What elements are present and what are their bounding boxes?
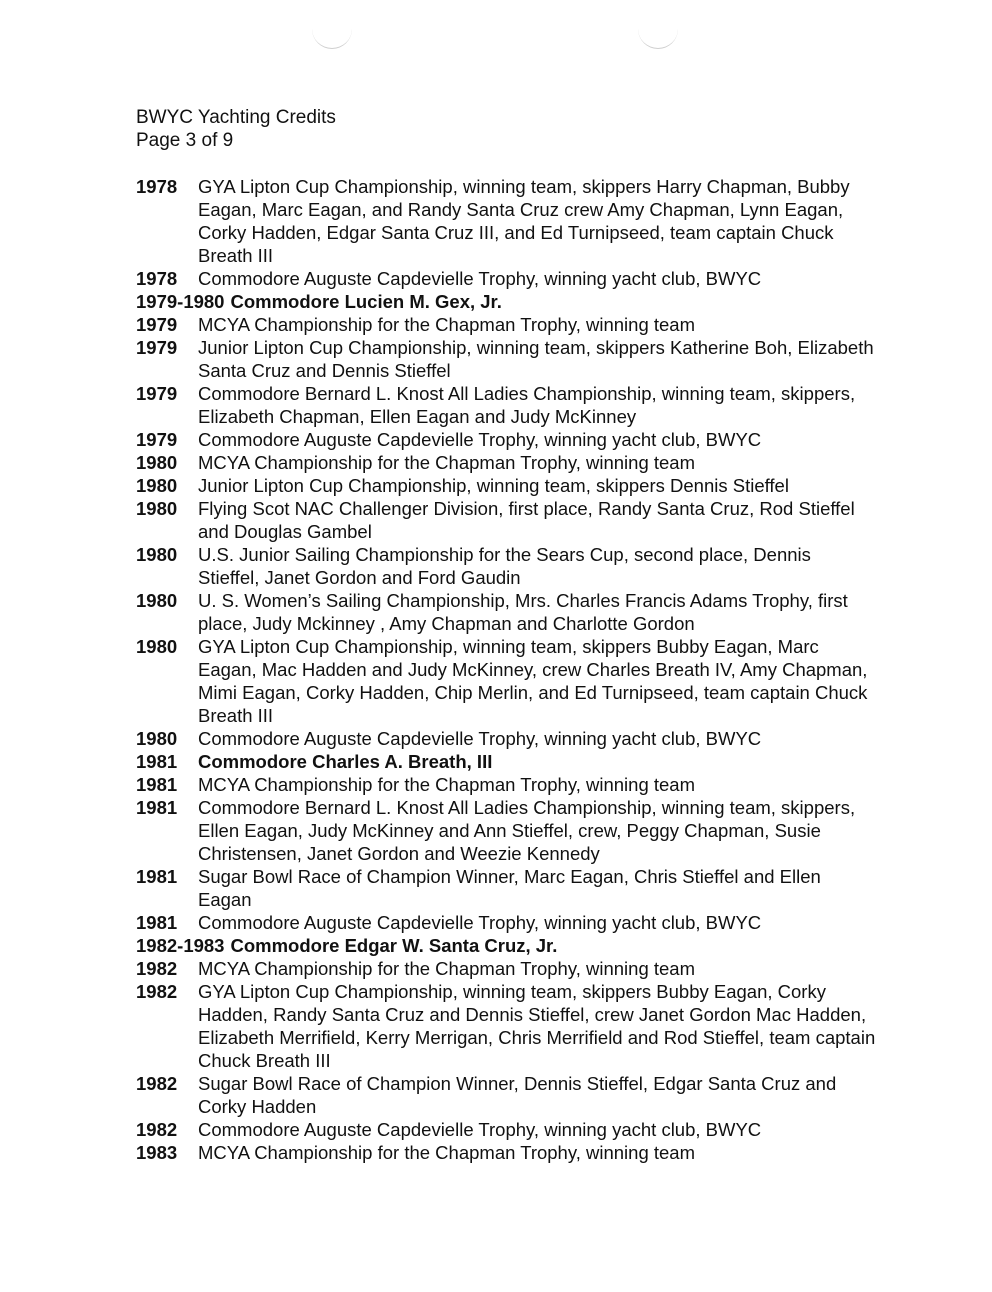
entry-text: Commodore Auguste Capdevielle Trophy, winning yacht club, BWYC [198, 1119, 762, 1140]
entry-text: Commodore Bernard L. Knost All Ladies Championship, winning team, skippers, Ellen Eagan, Judy McKinney and Ann Stieffel, crew, Peggy Chapman, Susie Christensen, Janet Gordon and Weezie Kennedy [198, 797, 856, 864]
entry-year: 1982 [136, 981, 178, 1002]
entry-text: Commodore Lucien M. Gex, Jr. [230, 291, 502, 312]
entry-year: 1979-1980 [136, 291, 225, 312]
entry-year: 1982 [136, 1073, 178, 1094]
entry-text: Commodore Auguste Capdevielle Trophy, winning yacht club, BWYC [198, 728, 762, 749]
credit-entry [136, 1118, 876, 1141]
credit-entry [136, 428, 876, 451]
credit-entry [136, 980, 876, 1072]
entry-year: 1980 [136, 475, 178, 496]
entry-year: 1979 [136, 429, 178, 450]
entry-text: Commodore Bernard L. Knost All Ladies Championship, winning team, skippers, Elizabeth Chapman, Ellen Eagan and Judy McKinney [198, 383, 856, 427]
credit-entry [136, 589, 876, 635]
entry-text: MCYA Championship for the Chapman Trophy, winning team [198, 774, 696, 795]
entry-year: 1981 [136, 797, 178, 818]
entry-text: Junior Lipton Cup Championship, winning team, skippers Katherine Boh, Elizabeth Santa Cruz and Dennis Stieffel [198, 337, 874, 381]
credit-entry [136, 1072, 876, 1118]
credit-entry [136, 497, 876, 543]
entry-text: Commodore Charles A. Breath, III [198, 751, 493, 772]
credit-entry [136, 313, 876, 336]
entry-text: Commodore Edgar W. Santa Cruz, Jr. [230, 935, 558, 956]
entry-text: Commodore Auguste Capdevielle Trophy, winning yacht club, BWYC [198, 268, 762, 289]
entry-year: 1983 [136, 1142, 178, 1163]
punch-hole-mark [312, 22, 352, 49]
entry-text: Commodore Auguste Capdevielle Trophy, winning yacht club, BWYC [198, 912, 762, 933]
credit-entry [136, 727, 876, 750]
entry-text: MCYA Championship for the Chapman Trophy, winning team [198, 452, 696, 473]
entry-year: 1979 [136, 383, 178, 404]
entry-text: Commodore Auguste Capdevielle Trophy, winning yacht club, BWYC [198, 429, 762, 450]
credit-entry [136, 957, 876, 980]
commodore-entry [136, 290, 876, 313]
entry-year: 1980 [136, 590, 178, 611]
entry-text: Sugar Bowl Race of Champion Winner, Dennis Stieffel, Edgar Santa Cruz and Corky Hadden [198, 1073, 837, 1117]
credit-entry [136, 336, 876, 382]
entry-text: Sugar Bowl Race of Champion Winner, Marc Eagan, Chris Stieffel and Ellen Eagan [198, 866, 821, 910]
entry-year: 1978 [136, 268, 178, 289]
credit-entry [136, 773, 876, 796]
entry-year: 1981 [136, 774, 178, 795]
entry-year: 1981 [136, 912, 178, 933]
entry-year: 1981 [136, 751, 178, 772]
document-title: BWYC Yachting Credits [136, 107, 336, 128]
entry-text: GYA Lipton Cup Championship, winning team, skippers Bubby Eagan, Corky Hadden, Randy Santa Cruz and Dennis Stieffel, crew Janet Gordon Mac Hadden, Elizabeth Merrifield, Kerry Merrigan, Chris Merrifield and Rod Stieffel, team captain Chuck Breath III [198, 981, 876, 1071]
credit-entry [136, 543, 876, 589]
credits-list [136, 175, 876, 1164]
entry-text: MCYA Championship for the Chapman Trophy, winning team [198, 314, 696, 335]
page-header [136, 106, 336, 152]
entry-year: 1980 [136, 636, 178, 657]
credit-entry [136, 796, 876, 865]
credit-entry [136, 911, 876, 934]
entry-year: 1982 [136, 958, 178, 979]
entry-text: MCYA Championship for the Chapman Trophy, winning team [198, 1142, 696, 1163]
credit-entry [136, 451, 876, 474]
credit-entry [136, 635, 876, 727]
credit-entry [136, 175, 876, 267]
entry-text: U.S. Junior Sailing Championship for the Sears Cup, second place, Dennis Stieffel, Janet Gordon and Ford Gaudin [198, 544, 811, 588]
credit-entry [136, 382, 876, 428]
entry-year: 1981 [136, 866, 178, 887]
entry-text: GYA Lipton Cup Championship, winning team, skippers Bubby Eagan, Marc Eagan, Mac Hadden and Judy McKinney, crew Charles Breath IV, Amy Chapman, Mimi Eagan, Corky Hadden, Chip Merlin, and Ed Turnipseed, team captain Chuck Breath III [198, 636, 868, 726]
entry-text: MCYA Championship for the Chapman Trophy, winning team [198, 958, 696, 979]
entry-text: Junior Lipton Cup Championship, winning team, skippers Dennis Stieffel [198, 475, 789, 496]
page-number: Page 3 of 9 [136, 130, 234, 151]
entry-year: 1982 [136, 1119, 178, 1140]
punch-hole-mark [638, 22, 678, 49]
commodore-entry [136, 934, 876, 957]
credit-entry [136, 865, 876, 911]
entry-year: 1979 [136, 337, 178, 358]
entry-text: Flying Scot NAC Challenger Division, first place, Randy Santa Cruz, Rod Stieffel and Douglas Gambel [198, 498, 855, 542]
entry-year: 1980 [136, 728, 178, 749]
commodore-entry [136, 750, 876, 773]
entry-year: 1979 [136, 314, 178, 335]
entry-year: 1982-1983 [136, 935, 225, 956]
entry-year: 1980 [136, 544, 178, 565]
entry-year: 1978 [136, 176, 178, 197]
entry-text: U. S. Women’s Sailing Championship, Mrs. Charles Francis Adams Trophy, first place, Judy Mckinney , Amy Chapman and Charlotte Gordon [198, 590, 848, 634]
credit-entry [136, 1141, 876, 1164]
credit-entry [136, 267, 876, 290]
credit-entry [136, 474, 876, 497]
entry-text: GYA Lipton Cup Championship, winning team, skippers Harry Chapman, Bubby Eagan, Marc Eagan, and Randy Santa Cruz crew Amy Chapman, Lynn Eagan, Corky Hadden, Edgar Santa Cruz III, and Ed Turnipseed, team captain Chuck Breath III [198, 176, 850, 266]
entry-year: 1980 [136, 452, 178, 473]
entry-year: 1980 [136, 498, 178, 519]
